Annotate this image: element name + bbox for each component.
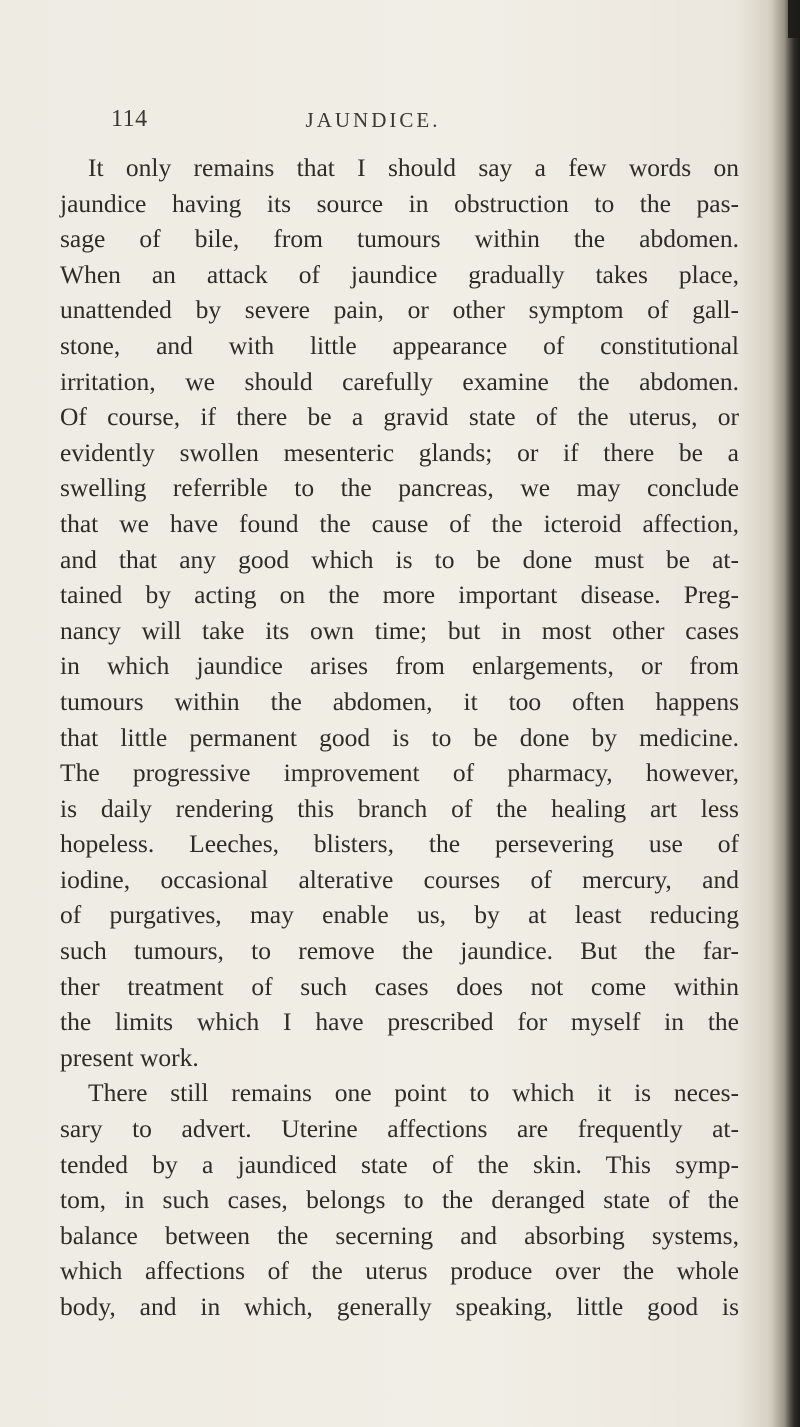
text-line: sage of bile, from tumours within the abdomen. [60, 224, 739, 254]
text-line: is daily rendering this branch of the healing art less [60, 793, 739, 823]
page-header [111, 106, 741, 146]
text-line: present work. [60, 1042, 199, 1072]
paragraph-2 [60, 1075, 739, 1324]
text-line: in which jaundice arises from enlargements, or from [60, 651, 739, 681]
text-line: swelling referrible to the pancreas, we may conclude [60, 473, 739, 503]
text-line: iodine, occasional alterative courses of mercury, and [60, 864, 739, 894]
text-line: tumours within the abdomen, it too often happens [60, 686, 739, 716]
page-number: 114 [111, 106, 148, 132]
paragraph-1 [60, 150, 739, 1075]
text-line: body, and in which, generally speaking, little good is [60, 1292, 739, 1321]
text-line: There still remains one point to which it is neces- [88, 1078, 739, 1108]
text-line: hopeless. Leeches, blisters, the persevering use of [60, 829, 739, 859]
text-line: evidently swollen mesenteric glands; or if there be a [60, 437, 739, 467]
page-edge-shadow [772, 0, 800, 1427]
text-line: balance between the secerning and absorbing systems, [60, 1220, 739, 1250]
text-line: the limits which I have prescribed for myself in the [60, 1007, 739, 1037]
text-line: Of course, if there be a gravid state of the uterus, or [60, 402, 739, 432]
text-line: tained by acting on the more important disease. Preg- [60, 580, 739, 610]
text-line: ther treatment of such cases does not come within [60, 971, 739, 1001]
text-line: The progressive improvement of pharmacy, however, [60, 758, 739, 788]
running-title: JAUNDICE. [305, 108, 441, 132]
text-line: that little permanent good is to be done by medicine. [60, 722, 739, 752]
text-line: which affections of the uterus produce over the whole [60, 1256, 739, 1286]
body-text [60, 150, 739, 1325]
text-line: that we have found the cause of the icteroid affection, [60, 508, 739, 538]
text-line: When an attack of jaundice gradually takes place, [60, 259, 739, 289]
text-line: sary to advert. Uterine affections are frequently at- [60, 1114, 739, 1144]
text-line: such tumours, to remove the jaundice. But the far- [60, 936, 739, 966]
text-line: of purgatives, may enable us, by at least reducing [60, 900, 739, 930]
text-line: and that any good which is to be done must be at- [60, 544, 739, 574]
text-line: unattended by severe pain, or other symptom of gall- [60, 295, 739, 325]
text-line: nancy will take its own time; but in most other cases [60, 615, 739, 645]
text-line: It only remains that I should say a few words on [88, 153, 739, 182]
text-line: tended by a jaundiced state of the skin. This symp- [60, 1149, 739, 1179]
text-line: irritation, we should carefully examine the abdomen. [60, 366, 739, 396]
text-line: tom, in such cases, belongs to the deranged state of the [60, 1185, 739, 1215]
text-line: jaundice having its source in obstruction to the pas- [60, 188, 739, 218]
text-line: stone, and with little appearance of constitutional [60, 330, 739, 360]
